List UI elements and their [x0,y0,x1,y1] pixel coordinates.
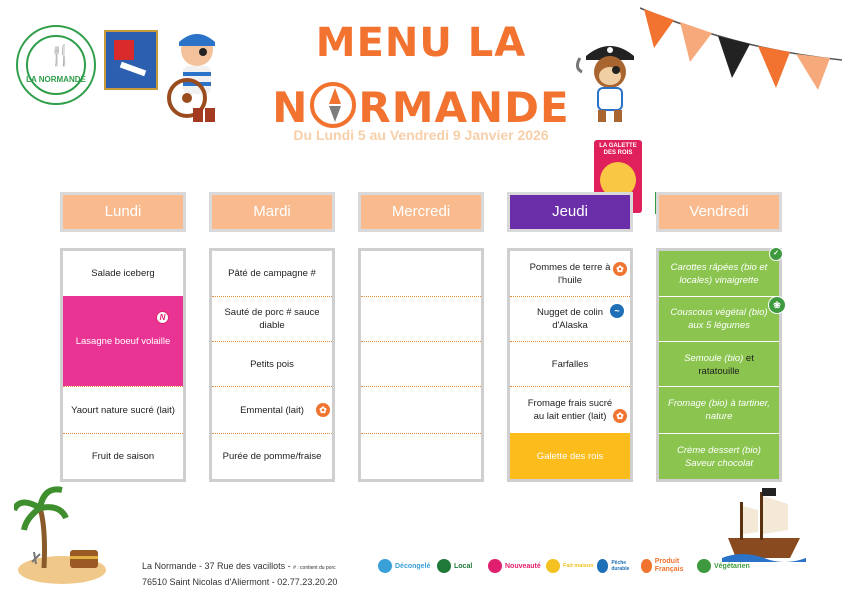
bunting-decoration [640,0,842,95]
menu-item-empty [361,251,481,296]
day-header-jeudi: Jeudi [507,192,633,232]
nouveaute-icon [488,559,502,573]
legend-label: Produit Français [654,558,684,573]
title-letter-n: N [272,83,309,132]
legend-label: Fait maison [563,563,594,569]
peche-durable-icon: ~ [610,304,624,318]
menu-item: Petits pois [212,341,332,386]
nouveaute-icon: N [156,311,169,324]
fork-knife-icon: 🍴 [48,45,73,67]
legend-decongele [378,558,430,574]
column-mardi [209,192,335,462]
legend-peche-durable [597,558,639,574]
legend-produit-francais [641,558,697,574]
legend-label: Végétarien [714,562,750,570]
produit-francais-icon: ✿ [316,403,330,417]
snowflake-icon [378,559,392,573]
menu-item: Fruit de saison [63,433,183,479]
menu-item: Emmental (lait) [212,386,332,433]
address-line-1: La Normande - 37 Rue des vacillots - [142,561,291,571]
town-crest-icon [104,30,158,90]
day-header-lundi: Lundi [60,192,186,232]
legend-local [437,558,472,574]
title-line-1: MENU LA [315,20,527,66]
column-jeudi [507,192,633,462]
menu-item: Fromage frais sucré au lait entier (lait) [510,386,630,433]
title-rest: RMANDE [358,83,570,132]
day-header-mercredi: Mercredi [358,192,484,232]
address-line-2: 76510 Saint Nicolas d'Aliermont - 02.77.23.20.20 [142,577,338,587]
monkey-pirate-illustration [572,36,648,126]
day-header-mardi: Mardi [209,192,335,232]
menu-mercredi [358,248,484,482]
menu-item: Sauté de porc # sauce diable [212,296,332,341]
legend-fait-maison [546,558,594,574]
menu-jeudi [507,248,633,482]
column-mercredi [358,192,484,232]
legend-vegetarien [697,558,750,574]
menu-item: Crème dessert (bio) Saveur chocolat [659,433,779,479]
menu-lundi [60,248,186,482]
menu-item: Fromage (bio) à tartiner, nature [659,386,779,433]
menu-item [659,341,779,386]
menu-item-highlight: Galette des rois [510,433,630,479]
menu-item: Nugget de colin d'Alaska [510,296,630,341]
legend-label: Local [454,562,473,570]
treasure-island-illustration [14,478,114,588]
menu-item: Yaourt nature sucré (lait) [63,386,183,433]
menu-item-empty [361,296,481,341]
produit-francais-icon: ✿ [613,262,627,276]
compass-icon [310,82,356,128]
menu-vendredi [656,248,782,482]
legend-label: Pêche durable [611,560,630,572]
legend-label: Décongelé [395,562,431,570]
local-icon: ✓ [769,247,783,261]
logo-text: LA NORMANDE [26,75,86,84]
porc-note: # : contient du porc [293,565,336,571]
la-normande-logo [16,25,96,105]
legend-nouveaute [488,558,541,574]
menu-item-empty [361,386,481,433]
day-header-vendredi: Vendredi [656,192,782,232]
vegetarien-icon [697,559,711,573]
peche-durable-icon [597,559,608,573]
vegetarien-icon: ❀ [768,296,786,314]
produit-francais-icon [641,559,652,573]
menu-item: Pommes de terre à l'huile [529,261,611,286]
menu-item-part: et [745,353,754,364]
menu-item: Purée de pomme/fraise [212,433,332,479]
menu-item-empty [361,341,481,386]
menu-item: Couscous végétal (bio) aux 5 légumes [659,296,779,341]
date-range: Du Lundi 5 au Vendredi 9 Janvier 2026 [293,127,549,143]
menu-item: Carottes râpées (bio et locales) vinaigrette [659,251,779,296]
menu-item-highlight: Lasagne boeuf volaille [63,296,183,386]
legend-label: Nouveauté [505,562,541,570]
menu-mardi [209,248,335,482]
menu-item: Farfalles [510,341,630,386]
menu-item-part: Semoule (bio) [684,353,744,364]
produit-francais-icon: ✿ [613,409,627,423]
column-vendredi [656,192,782,469]
footer-address [142,559,337,589]
menu-item: Salade iceberg [91,268,155,279]
galette-image-text: LA GALETTE DES ROIS [599,143,637,156]
menu-item-part: ratatouille [698,366,740,377]
pirate-boy-illustration [165,28,225,123]
fait-maison-icon [546,559,560,573]
menu-item: Pâté de campagne # [228,268,316,279]
local-icon [437,559,451,573]
column-lundi [60,192,186,462]
menu-item-empty [361,433,481,479]
pirate-ship-illustration [722,488,806,562]
